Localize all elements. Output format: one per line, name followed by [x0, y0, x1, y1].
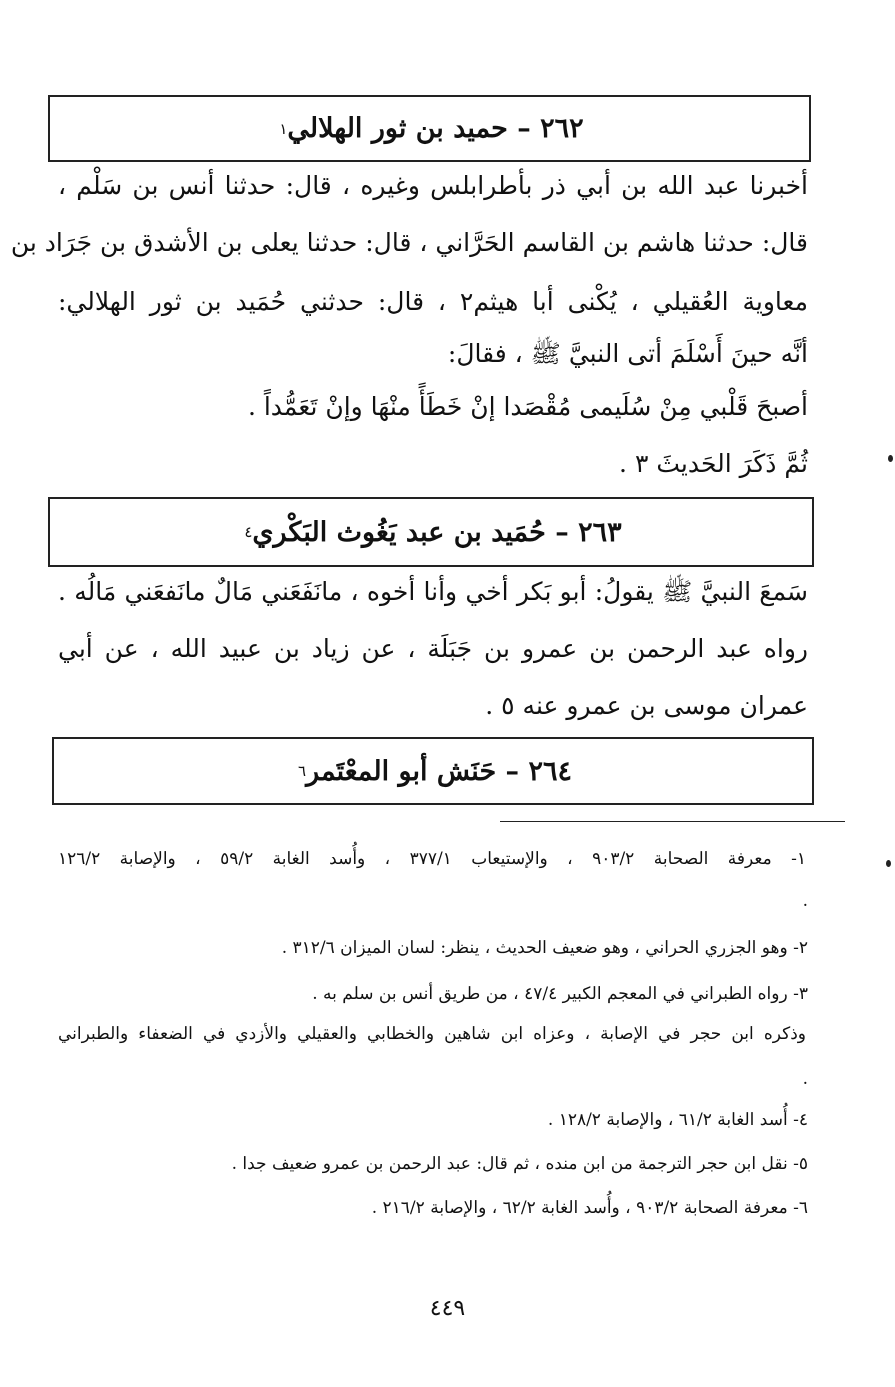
footnote: ٦- معرفة الصحابة ٩٠٣/٢ ، وأُسد الغابة ٦٢/٢ ، والإصابة ٢١٦/٢ .: [371, 1198, 808, 1218]
entry-number: ٢٦٣: [578, 516, 622, 548]
entry-heading-264: ٢٦٤ – حَنَش أبو المعْتَمر ٦: [52, 737, 814, 805]
entry-number: ٢٦٤: [528, 755, 572, 787]
text-line: عمران موسى بن عمرو عنه ٥ .: [485, 691, 808, 720]
footnote: ٣- رواه الطبراني في المعجم الكبير ٤٧/٤ ، من طريق أنس بن سلم به .: [312, 984, 808, 1004]
footnote-continuation: وذكره ابن حجر في الإصابة ، وعزاه ابن شاهين والخطابي والعقيلي والأزدي في الضعفاء والطبراني: [58, 1024, 806, 1044]
text-line: معاوية العُقيلي ، يُكْنى أبا هيثم٢ ، قال: حدثني حُمَيد بن ثور الهلالي:: [58, 287, 808, 316]
text-line: أخبرنا عبد الله بن أبي ذر بأطرابلس وغيره ، قال: حدثنا أنس بن سَلْم ،: [58, 171, 808, 200]
text-line: أنَّه حينَ أَسْلَمَ أتى النبيَّ ﷺ ، فقالَ:: [447, 339, 808, 368]
text-line: قال: حدثنا هاشم بن القاسم الحَرَّاني ، قال: حدثنا يعلى بن الأشدق بن جَرَاد بن: [10, 228, 808, 257]
text-line: ثُمَّ ذَكَرَ الحَديثَ ٣ .: [619, 449, 808, 478]
entry-heading-262: ٢٦٢ – حميد بن ثور الهلالي ١: [48, 95, 811, 162]
entry-name: حَنَش أبو المعْتَمر: [306, 755, 497, 787]
scan-mark: [886, 860, 891, 867]
text-line: سَمعَ النبيَّ ﷺ يقولُ: أبو بَكر أخي وأنا أخوه ، مانَفَعَني مَالٌ مانَفعَني مَالُه .: [58, 577, 808, 606]
poetry-verse: أصبحَ قَلْبي مِنْ سُلَيمى مُقْصَدا إنْ خَطَأً منْهَا وإنْ تَعَمُّداً .: [247, 392, 808, 421]
footnote: ٤- أُسد الغابة ٦١/٢ ، والإصابة ١٢٨/٢ .: [547, 1110, 808, 1130]
footnote: ٥- نقل ابن حجر الترجمة من ابن منده ، ثم قال: عبد الرحمن بن عمرو ضعيف جدا .: [231, 1154, 808, 1174]
page-number: ٤٤٩: [429, 1296, 466, 1321]
entry-heading-263: ٢٦٣ – حُمَيد بن عبد يَغُوث البَكْري ٤: [48, 497, 814, 567]
footnote-ref: ١: [279, 119, 288, 138]
footnote-continuation: .: [802, 1069, 808, 1089]
footnote-separator: [500, 821, 845, 822]
footnote: ١- معرفة الصحابة ٩٠٣/٢ ، والإستيعاب ٣٧٧/١ ، وأُسد الغابة ٥٩/٢ ، والإصابة ١٢٦/٢: [58, 849, 807, 869]
entry-name: حميد بن ثور الهلالي: [287, 113, 508, 144]
footnote-continuation: .: [802, 891, 808, 911]
footnote-ref: ٦: [298, 762, 307, 780]
footnote: ٢- وهو الجزري الحراني ، وهو ضعيف الحديث ، ينظر: لسان الميزان ٣١٢/٦ .: [281, 938, 808, 958]
entry-number: ٢٦٢: [540, 113, 584, 144]
scan-mark: [888, 455, 893, 462]
footnote-ref: ٤: [244, 523, 253, 541]
text-line: رواه عبد الرحمن بن عمرو بن جَبَلَة ، عن زياد بن عبيد الله ، عن أبي: [58, 634, 808, 663]
entry-name: حُمَيد بن عبد يَغُوث البَكْري: [252, 516, 546, 548]
